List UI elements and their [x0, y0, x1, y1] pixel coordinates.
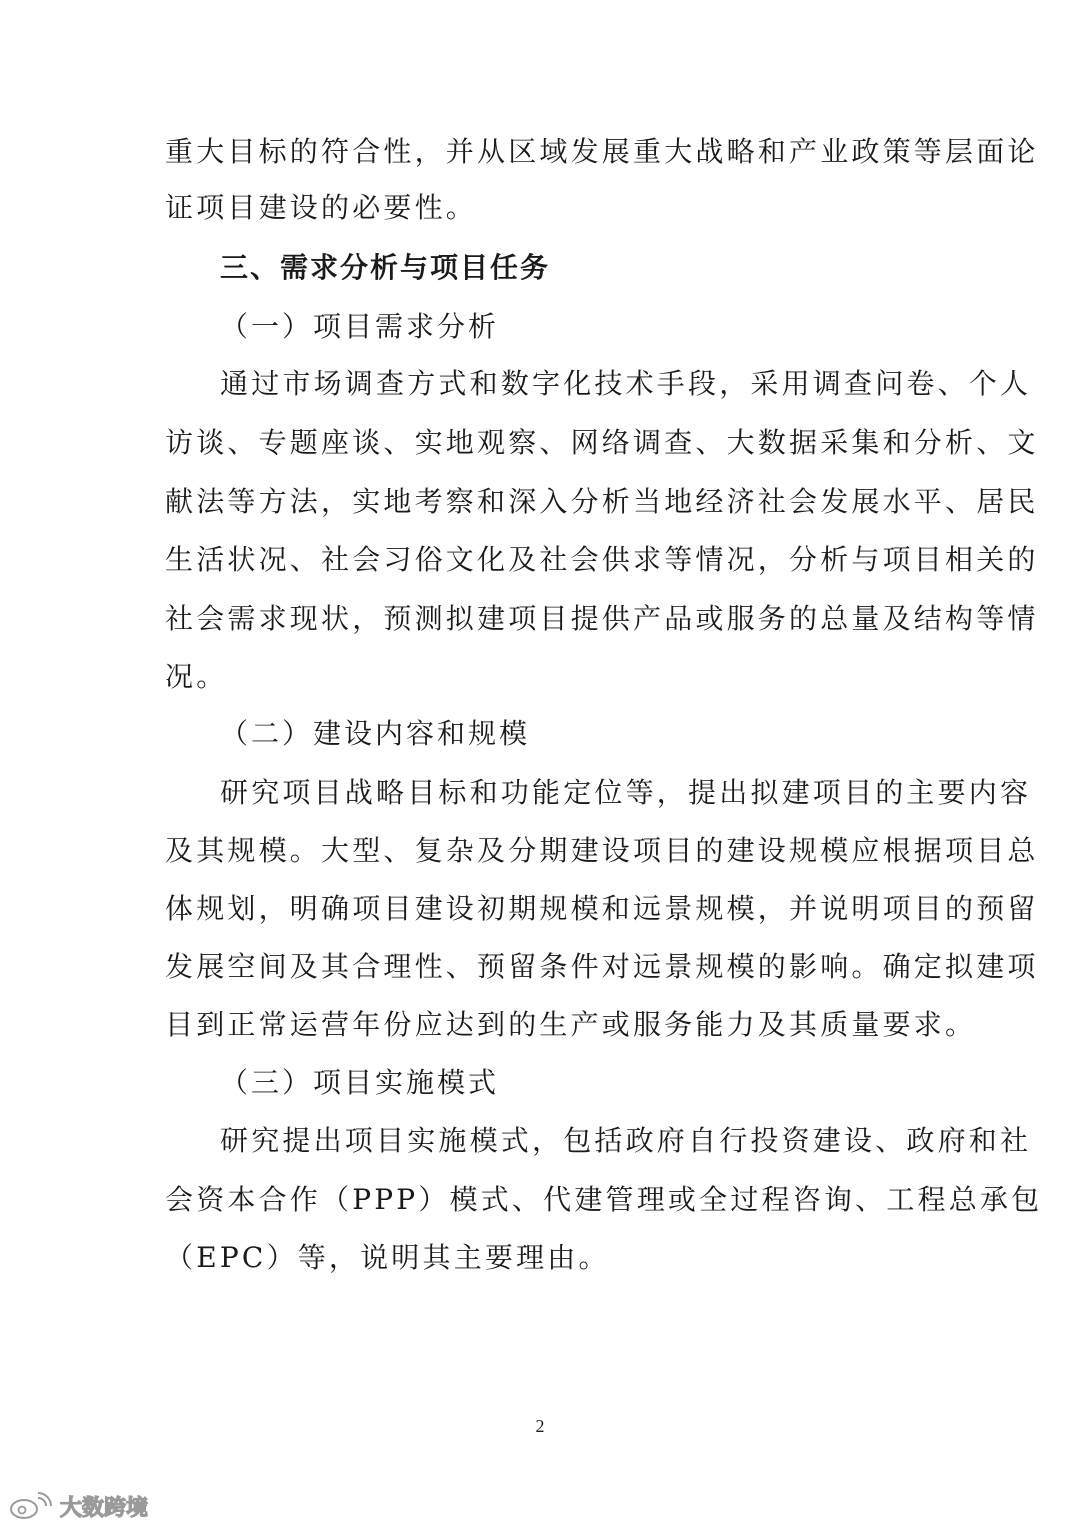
paragraph-line: 生活状况、社会习俗文化及社会供求等情况，分析与项目相关的: [165, 543, 1039, 576]
paragraph-line: （EPC）等，说明其主要理由。: [165, 1241, 610, 1274]
watermark: [8, 1490, 148, 1522]
paragraph-line: 通过市场调查方式和数字化技术手段，采用调查问卷、个人: [220, 367, 1032, 400]
subsection-heading: （一）项目需求分析: [220, 310, 500, 343]
paragraph-line: 献法等方法，实地考察和深入分析当地经济社会发展水平、居民: [165, 485, 1039, 518]
section-heading: 三、需求分析与项目任务: [220, 251, 551, 284]
subsection-heading: （三）项目实施模式: [220, 1066, 500, 1099]
paragraph-line: 证项目建设的必要性。: [165, 191, 478, 224]
paragraph-line: 发展空间及其合理性、预留条件对远景规模的影响。确定拟建项: [165, 950, 1039, 983]
paragraph-line: 况。: [165, 660, 228, 693]
watermark-text: 大数跨境: [60, 1495, 149, 1521]
paragraph-line: 访谈、专题座谈、实地观察、网络调查、大数据采集和分析、文: [165, 426, 1039, 459]
weibo-logo-icon: [8, 1492, 54, 1520]
subsection-heading: （二）建设内容和规模: [220, 717, 531, 750]
paragraph-line: 目到正常运营年份应达到的生产或服务能力及其质量要求。: [165, 1008, 977, 1041]
paragraph-line: 社会需求现状，预测拟建项目提供产品或服务的总量及结构等情: [165, 602, 1039, 635]
paragraph-line: 会资本合作（PPP）模式、代建管理或全过程咨询、工程总承包: [165, 1183, 1043, 1216]
paragraph-line: 及其规模。大型、复杂及分期建设项目的建设规模应根据项目总: [165, 834, 1039, 867]
paragraph-line: 研究提出项目实施模式，包括政府自行投资建设、政府和社: [220, 1124, 1032, 1157]
page-number: 2: [535, 1416, 545, 1436]
paragraph-line: 研究项目战略目标和功能定位等，提出拟建项目的主要内容: [220, 776, 1032, 809]
paragraph-line: 体规划，明确项目建设初期规模和远景规模，并说明项目的预留: [165, 892, 1039, 925]
paragraph-line: 重大目标的符合性，并从区域发展重大战略和产业政策等层面论: [165, 135, 1039, 168]
